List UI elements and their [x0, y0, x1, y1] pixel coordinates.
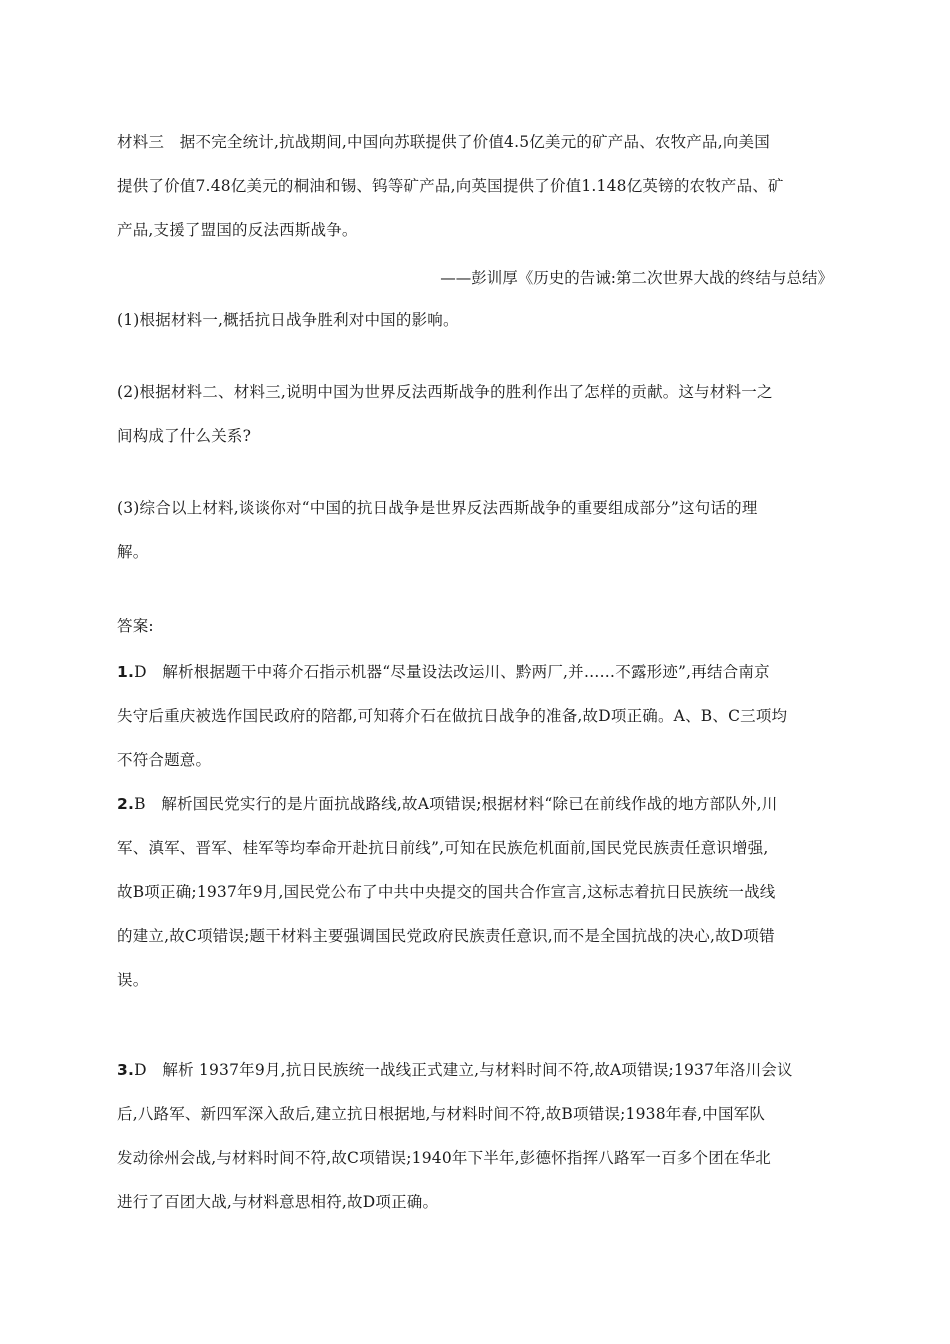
- answer-number: 3.: [117, 1061, 135, 1079]
- material-source-citation: ——彭训厚《历史的告诫:第二次世界大战的终结与总结》: [440, 269, 833, 287]
- material-line: 材料三 据不完全统计,抗战期间,中国向苏联提供了价值4.5亿美元的矿产品、农牧产品,向美国: [117, 133, 770, 151]
- answer-line: 误。: [117, 971, 149, 989]
- question-line: 解。: [117, 543, 149, 561]
- question-3: [117, 486, 833, 574]
- answer-line: 失守后重庆被选作国民政府的陪都,可知蒋介石在做抗日战争的准备,故D项正确。A、B、C三项均: [117, 707, 788, 725]
- answer-first-line: [117, 782, 833, 826]
- answer-first-line: [117, 650, 833, 694]
- answer-line: 不符合题意。: [117, 751, 212, 769]
- answer-first-line: [117, 1048, 833, 1092]
- answer-3: [117, 1048, 833, 1224]
- question-2: [117, 370, 833, 458]
- answer-text: D 解析 1937年9月,抗日民族统一战线正式建立,与材料时间不符,故A项错误;1937年洛川会议: [134, 1061, 793, 1079]
- answer-line: 故B项正确;1937年9月,国民党公布了中共中央提交的国共合作宣言,这标志着抗日民族统一战线: [117, 883, 776, 901]
- material-three-paragraph: [117, 120, 833, 252]
- question-line: (3)综合以上材料,谈谈你对“中国的抗日战争是世界反法西斯战争的重要组成部分”这句话的理: [117, 499, 758, 517]
- answer-line: 进行了百团大战,与材料意思相符,故D项正确。: [117, 1193, 439, 1211]
- question-1: [117, 298, 833, 342]
- answers-heading: [117, 604, 833, 648]
- material-line: 提供了价值7.48亿美元的桐油和锡、钨等矿产品,向英国提供了价值1.148亿英镑的农牧产品、矿: [117, 177, 784, 195]
- answer-line: 后,八路军、新四军深入敌后,建立抗日根据地,与材料时间不符,故B项错误;1938年春,中国军队: [117, 1105, 766, 1123]
- answer-text: B 解析国民党实行的是片面抗战路线,故A项错误;根据材料“除已在前线作战的地方部队外,川: [134, 795, 778, 813]
- answer-line: 发动徐州会战,与材料时间不符,故C项错误;1940年下半年,彭德怀指挥八路军一百多个团在华北: [117, 1149, 772, 1167]
- material-line: 产品,支援了盟国的反法西斯战争。: [117, 221, 358, 239]
- answer-1: [117, 650, 833, 782]
- question-line: (2)根据材料二、材料三,说明中国为世界反法西斯战争的胜利作出了怎样的贡献。这与材料一之: [117, 383, 773, 401]
- answer-line: 的建立,故C项错误;题干材料主要强调国民党政府民族责任意识,而不是全国抗战的决心,故D项错: [117, 927, 775, 945]
- answer-2: [117, 782, 833, 1002]
- answer-line: 军、滇军、晋军、桂军等均奉命开赴抗日前线”,可知在民族危机面前,国民党民族责任意识增强,: [117, 839, 769, 857]
- question-line: (1)根据材料一,概括抗日战争胜利对中国的影响。: [117, 311, 459, 329]
- answers-heading-text: 答案:: [117, 617, 154, 635]
- answer-number: 1.: [117, 663, 135, 681]
- answer-text: D 解析根据题干中蒋介石指示机器“尽量设法改运川、黔两厂,并……不露形迹”,再结合南京: [134, 663, 770, 681]
- question-line: 间构成了什么关系?: [117, 427, 252, 445]
- answer-number: 2.: [117, 795, 135, 813]
